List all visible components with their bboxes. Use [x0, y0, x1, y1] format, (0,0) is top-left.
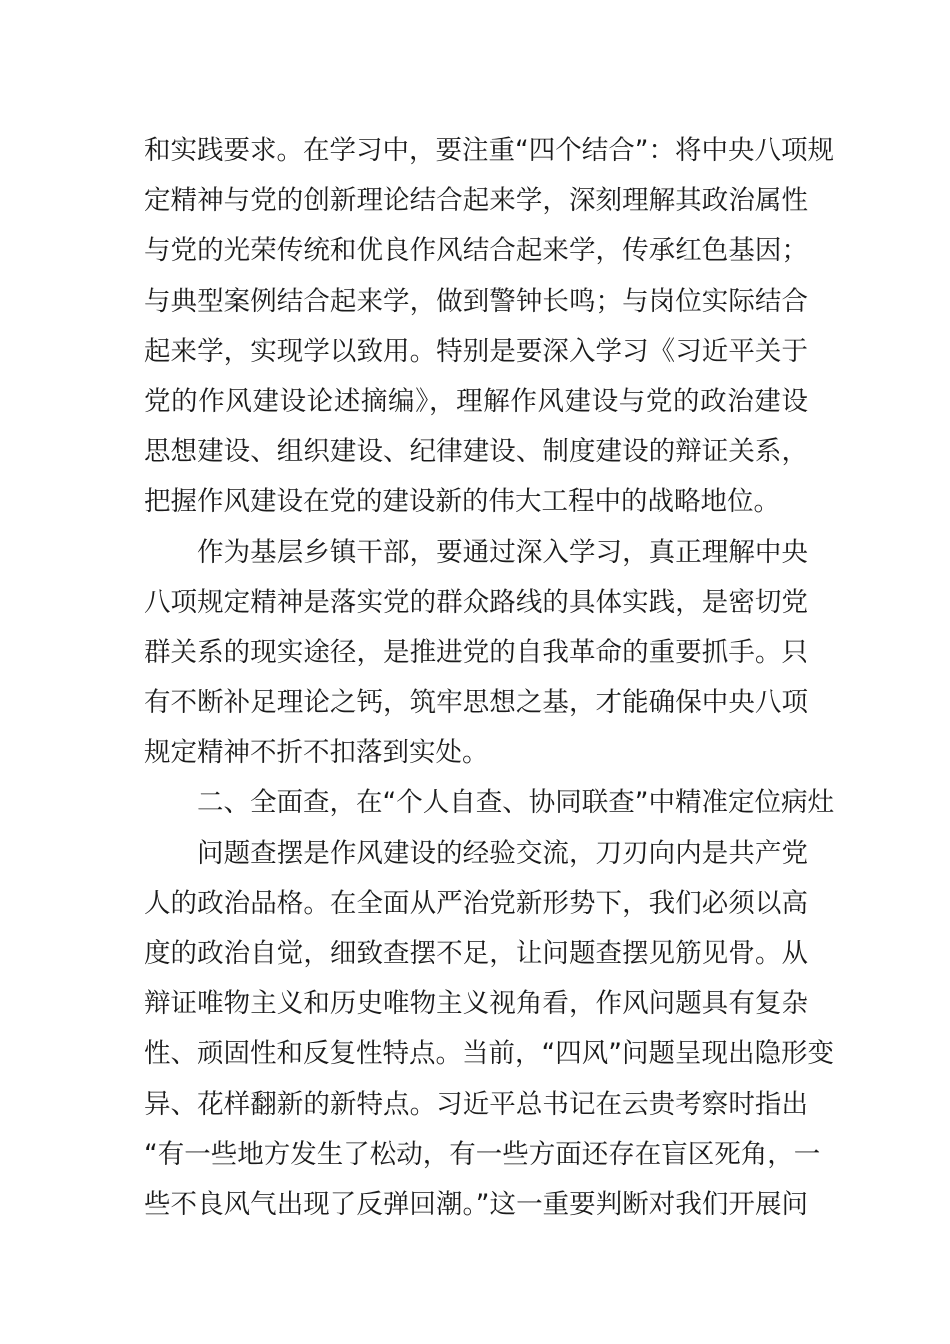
text-line: 有不断补足理论之钙，筑牢思想之基，才能确保中央八项: [144, 687, 808, 719]
text-line: 思想建设、组织建设、纪律建设、制度建设的辩证关系，: [144, 436, 808, 468]
text-line: 与党的光荣传统和优良作风结合起来学，传承红色基因；: [144, 235, 808, 267]
text-line: 性、顽固性和反复性特点。当前，“四风”问题呈现出隐形变: [144, 1038, 834, 1070]
paragraph-study-requirements: [144, 126, 834, 528]
text-line: 定精神与党的创新理论结合起来学，深刻理解其政治属性: [144, 185, 808, 217]
text-line: 起来学，实现学以致用。特别是要深入学习《习近平关于: [144, 335, 808, 367]
text-line: 规定精神不折不扣落到实处。: [144, 737, 489, 769]
text-line: 问题查摆是作风建设的经验交流，刀刃向内是共产党: [197, 837, 808, 869]
text-line: 和实践要求。在学习中，要注重“四个结合”：将中央八项规: [144, 135, 834, 166]
text-line: 人的政治品格。在全面从严治党新形势下，我们必须以高: [144, 887, 808, 919]
text-line: 群关系的现实途径，是推进党的自我革命的重要抓手。只: [144, 636, 808, 668]
text-line: 八项规定精神是落实党的群众路线的具体实践，是密切党: [144, 586, 808, 618]
section-heading-2: [144, 778, 834, 828]
text-line: 异、花样翻新的新特点。习近平总书记在云贵考察时指出: [144, 1088, 808, 1120]
text-line: 辩证唯物主义和历史唯物主义视角看，作风问题具有复杂: [144, 988, 808, 1020]
section-heading: 二、全面查，在“个人自查、协同联查”中精准定位病灶: [197, 787, 834, 819]
text-line: 度的政治自觉，细致查摆不足，让问题查摆见筋见骨。从: [144, 938, 808, 969]
text-line: 些不良风气出现了反弹回潮。”这一重要判断对我们开展问: [144, 1188, 808, 1220]
text-line: 党的作风建设论述摘编》，理解作风建设与党的政治建设: [144, 385, 808, 417]
text-line: 与典型案例结合起来学，做到警钟长鸣；与岗位实际结合: [144, 285, 808, 317]
paragraph-grassroots-cadre: [144, 528, 808, 779]
text-line: 把握作风建设在党的建设新的伟大工程中的战略地位。: [144, 486, 780, 518]
text-line: 作为基层乡镇干部，要通过深入学习，真正理解中央: [197, 536, 808, 568]
text-line: “有一些地方发生了松动，有一些方面还存在盲区死角，一: [144, 1138, 821, 1170]
paragraph-problem-inspection: [144, 829, 834, 1231]
document-body: [144, 126, 834, 1230]
